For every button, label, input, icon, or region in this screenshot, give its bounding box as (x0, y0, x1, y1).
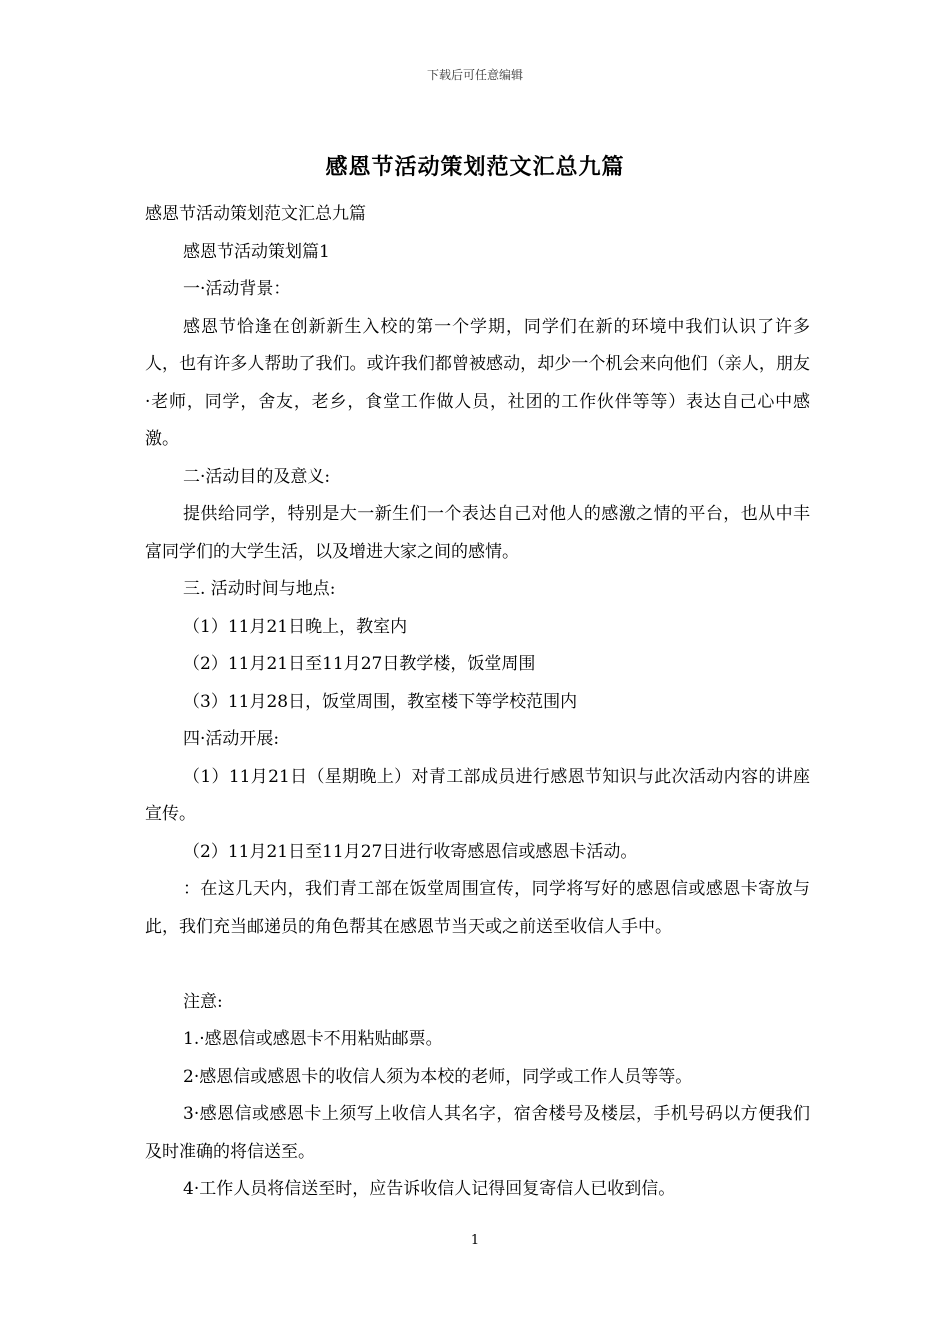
page-number: 1 (470, 1233, 480, 1248)
paragraph-heading-notes: 注意: (183, 991, 223, 1012)
paragraph-purpose: 提供给同学，特别是大一新生们一个表达自己对他人的感激之情的平台，也从中丰富同学们的大学生活，以及增进大家之间的感情。 (145, 504, 810, 562)
paragraph-note-1: 1.·感恩信或感恩卡不用粘贴邮票。 (183, 1029, 443, 1049)
paragraph-time-2: （2）11月21日至11月27日教学楼，饭堂周围 (183, 654, 536, 674)
document-title: 感恩节活动策划范文汇总九篇 (325, 154, 625, 180)
paragraph-note-4: 4·工作人员将信送至时，应告诉收信人记得回复寄信人已收到信。 (183, 1179, 676, 1199)
paragraph-time-3: （3）11月28日，饭堂周围，教室楼下等学校范围内 (183, 691, 578, 712)
paragraph-background: 感恩节恰逢在创新新生入校的第一个学期，同学们在新的环境中我们认识了许多人，也有许多人帮助了我们。或许我们都曾被感动，却少一个机会来向他们（亲人，朋友·老师，同学，舍友，老乡，食堂工作做人员，社团的工作伙伴等等）表达自己心中感激。 (145, 316, 810, 449)
blank-line (145, 946, 810, 984)
paragraph-time-1: （1）11月21日晚上，教室内 (183, 616, 408, 637)
paragraph-activity-detail: ：在这几天内，我们青工部在饭堂周围宣传，同学将写好的感恩信或感恩卡寄放与此，我们充当邮递员的角色帮其在感恩节当天或之前送至收信人手中。 (145, 879, 810, 937)
document-body (145, 196, 810, 1209)
header-note: 下载后可任意编辑 (426, 68, 523, 82)
paragraph-heading-purpose: 二·活动目的及意义: (183, 466, 331, 487)
paragraph-heading-time-place: 三. 活动时间与地点: (183, 579, 336, 599)
paragraph-heading-activities: 四·活动开展: (183, 729, 280, 749)
paragraph-heading-background: 一·活动背景： (183, 279, 291, 299)
paragraph-activity-1: （1）11月21日（星期晚上）对青工部成员进行感恩节知识与此次活动内容的讲座宣传。 (145, 766, 810, 824)
paragraph-note-3: 3·感恩信或感恩卡上须写上收信人其名字，宿舍楼号及楼层，手机号码以方便我们及时准确的将信送至。 (145, 1104, 810, 1162)
paragraph-section-heading: 感恩节活动策划篇1 (183, 241, 330, 262)
paragraph-note-2: 2·感恩信或感恩卡的收信人须为本校的老师，同学或工作人员等等。 (183, 1066, 693, 1087)
paragraph-activity-2: （2）11月21日至11月27日进行收寄感恩信或感恩卡活动。 (183, 841, 638, 862)
paragraph-subtitle: 感恩节活动策划范文汇总九篇 (145, 204, 366, 224)
